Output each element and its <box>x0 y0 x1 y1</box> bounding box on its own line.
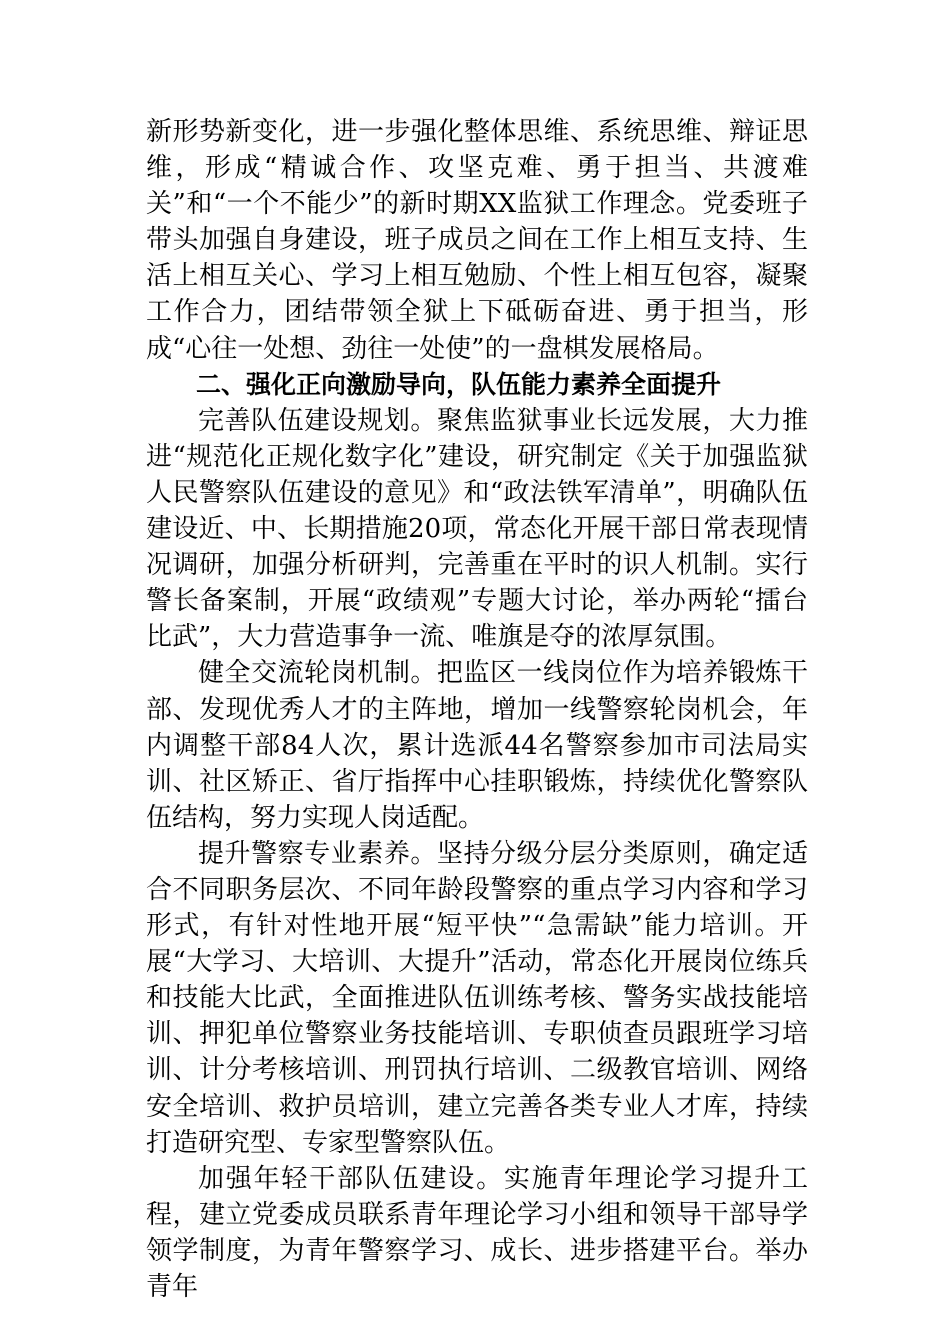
paragraph-team-planning: 完善队伍建设规划。聚焦监狱事业长远发展，大力推进“规范化正规化数字化”建设，研究制定《关于加强监狱人民警察队伍建设的意见》和“政法铁军清单”，明确队伍建设近、中、长期措施20项，常态化开展干部日常表现情况调研，加强分析研判，完善重在平时的识人机制。实行警长备案制，开展“政绩观”专题大讨论，举办两轮“擂台比武”，大力营造事争一流、唯旗是夺的浓厚氛围。 <box>146 405 808 653</box>
paragraph-rotation-mechanism: 健全交流轮岗机制。把监区一线岗位作为培养锻炼干部、发现优秀人才的主阵地，增加一线警察轮岗机会，年内调整干部84人次，累计选派44名警察参加市司法局实训、社区矫正、省厅指挥中心挂职锻炼，持续优化警察队伍结构，努力实现人岗适配。 <box>146 658 808 833</box>
paragraph-young-cadres: 加强年轻干部队伍建设。实施青年理论学习提升工程，建立党委成员联系青年理论学习小组和领导干部导学领学制度，为青年警察学习、成长、进步搭建平台。举办青年 <box>146 1163 808 1302</box>
paragraph-professional-quality: 提升警察专业素养。坚持分级分层分类原则，确定适合不同职务层次、不同年龄段警察的重点学习内容和学习形式，有针对性地开展“短平快”“急需缺”能力培训。开展“大学习、大培训、大提升”活动，常态化开展岗位练兵和技能大比武，全面推进队伍训练考核、警务实战技能培训、押犯单位警察业务技能培训、专职侦查员跟班学习培训、计分考核培训、刑罚执行培训、二级教官培训、网络安全培训、救护员培训，建立完善各类专业人才库，持续打造研究型、专家型警察队伍。 <box>146 838 808 1158</box>
document-page <box>146 114 808 1305</box>
section-heading-2: 二、强化正向激励导向，队伍能力素养全面提升 <box>196 369 722 399</box>
paragraph-continued-intro: 新形势新变化，进一步强化整体思维、系统思维、辩证思维，形成“精诚合作、攻坚克难、勇于担当、共渡难关”和“一个不能少”的新时期XX监狱工作理念。党委班子带头加强自身建设，班子成员之间在工作上相互支持、生活上相互关心、学习上相互勉励、个性上相互包容，凝聚工作合力，团结带领全狱上下砥砺奋进、勇于担当，形成“心往一处想、劲往一处使”的一盘棋发展格局。 <box>146 117 808 364</box>
